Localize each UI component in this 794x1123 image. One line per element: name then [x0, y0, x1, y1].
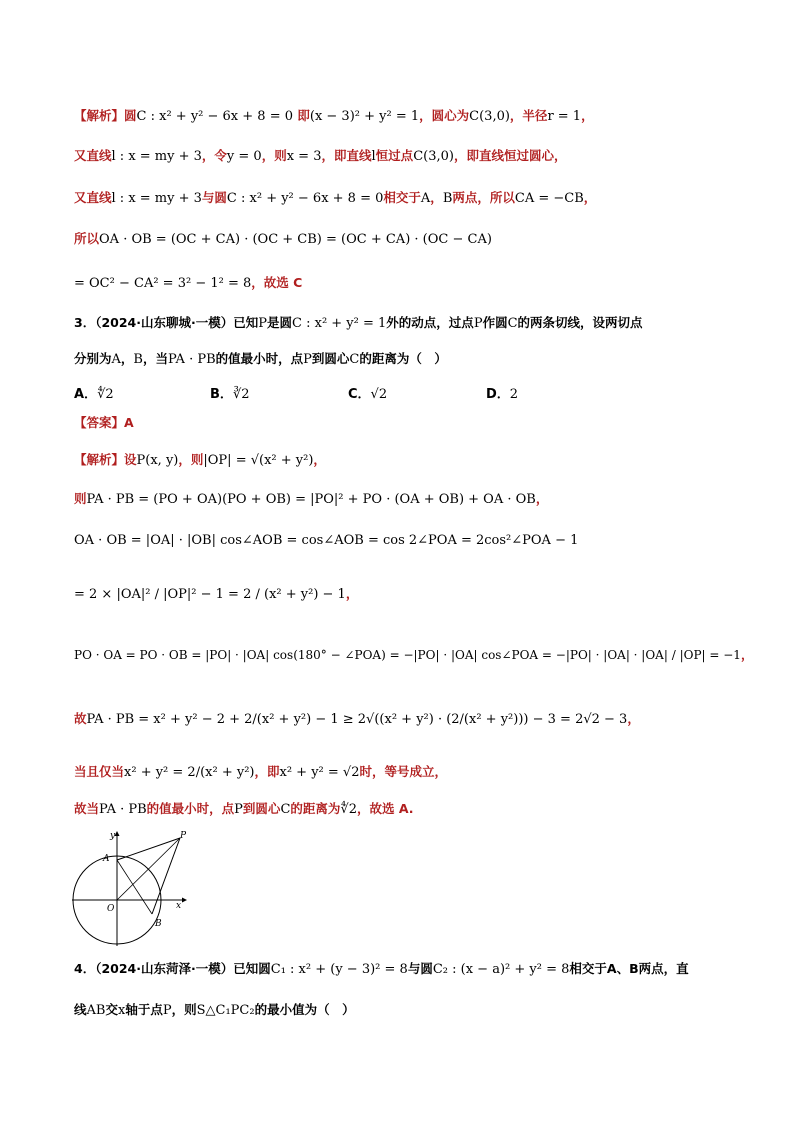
q3-explain-line5: PO · OA = PO · OB = |PO| · |OA| cos(180° − ∠POA) = −|PO| · |OA| cos∠POA = −|PO| · |OA| · |OA| / |OP| = −1， [74, 648, 753, 662]
q3-answer: 【答案】A [74, 415, 134, 430]
segment-op [117, 838, 180, 900]
q3-explain-line3: OA · OB = |OA| · |OB| cos∠AOB = cos∠AOB = cos 2∠POA = 2cos²∠POA − 1 [74, 533, 579, 548]
q2-explain-line5: = OC² − CA² = 3² − 1² = 8，故选 C [74, 275, 303, 291]
label-x: x [176, 901, 182, 911]
label-o: O [107, 904, 115, 914]
q3-explain-line8: 故当PA · PB的值最小时，点P到圆心C的距离为∜2，故选 A. [74, 801, 414, 817]
label-a: A [103, 854, 110, 864]
label-b: B [155, 919, 162, 929]
q3-stem-line1: 3．（2024·山东聊城·一模）已知P是圆C : x² + y² = 1外的动点，过点P作圆C的两条切线，设两切点 [74, 315, 643, 331]
q3-explain-line6: 故PA · PB = x² + y² − 2 + 2/(x² + y²) − 1 ≥ 2√((x² + y²) · (2/(x² + y²))) − 3 = 2√2 − 3， [74, 711, 640, 727]
q4-stem-line1: 4．（2024·山东菏泽·一模）已知圆C₁ : x² + (y − 3)² = 8与圆C₂ : (x − a)² + y² = 8相交于A、B两点，直 [74, 961, 689, 977]
q3-explain-line7: 当且仅当x² + y² = 2/(x² + y²)，即x² + y² = √2时，等号成立， [74, 764, 447, 780]
q2-explain-line2: 又直线l : x = my + 3，令y = 0，则x = 3，即直线l恒过点C(3,0)，即直线恒过圆心， [74, 148, 567, 164]
x-axis-arrow [182, 898, 187, 903]
q2-explain-line1: 【解析】圆C : x² + y² − 6x + 8 = 0 即(x − 3)² + y² = 1，圆心为C(3,0)，半径r = 1， [74, 108, 594, 124]
q4-stem-line2: 线AB交x轴于点P，则S△C₁PC₂的最小值为（ ） [74, 1002, 355, 1018]
q3-explain-line4: = 2 × |OA|² / |OP|² − 1 = 2 / (x² + y²) − 1， [74, 586, 359, 602]
option-c[interactable]: C．√2 [348, 387, 388, 402]
option-b[interactable]: B．∛2 [210, 387, 250, 402]
explain-tag: 【解析】 [74, 108, 125, 123]
q3-explain-line2: 则PA · PB = (PO + OA)(PO + OB) = |PO|² + PO · (OA + OB) + OA · OB， [74, 491, 549, 507]
q2-explain-line3: 又直线l : x = my + 3与圆C : x² + y² − 6x + 8 = 0相交于A，B两点，所以CA = −CB， [74, 190, 597, 206]
label-p: P [180, 831, 187, 841]
option-a[interactable]: A．∜2 [74, 387, 114, 402]
y-axis-arrow [115, 831, 120, 836]
q3-explain-line1: 【解析】设P(x, y)，则|OP| = √(x² + y²)， [74, 452, 326, 468]
q3-stem-line2: 分别为A，B，当PA · PB的值最小时，点P到圆心C的距离为（ ） [74, 351, 447, 367]
option-d[interactable]: D．2 [486, 387, 519, 402]
tangent-figure [70, 828, 190, 948]
explain-tag: 【解析】 [74, 452, 125, 467]
label-y: y [110, 831, 116, 841]
tangent-pa [117, 838, 180, 860]
q2-explain-line4: 所以OA · OB = (OC + CA) · (OC + CB) = (OC + CA) · (OC − CA) [74, 231, 492, 247]
